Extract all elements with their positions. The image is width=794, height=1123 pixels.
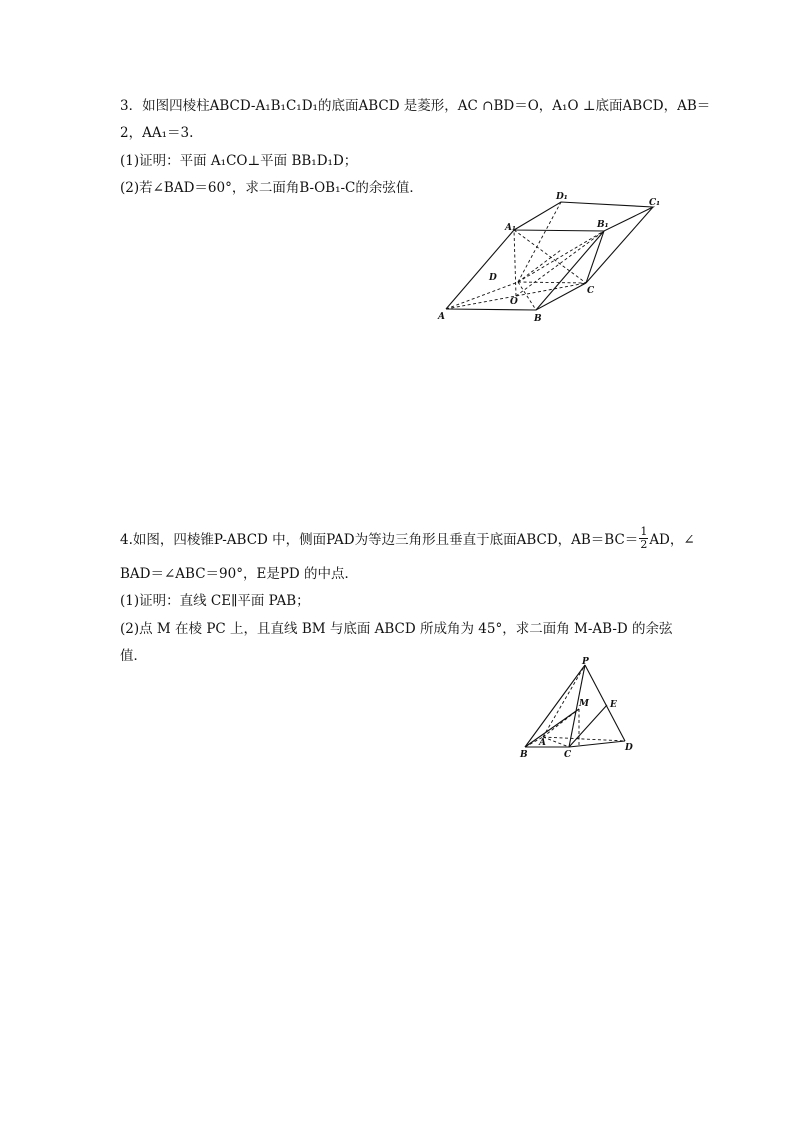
label-A: A [438,312,445,322]
problem4-fraction [639,526,648,551]
problem4-line1-a: 4.如图，四棱锥P-ABCD 中，侧面PAD为等边三角形且垂直于底面ABCD，AB＝BC＝ [120,532,639,548]
label-M: M [579,699,589,709]
problem4-part1: (1)证明：直线 CE∥平面 PAB； [120,593,310,609]
label-B: B [534,314,542,324]
problem3-part1: (1)证明：平面 A₁CO⊥平面 BB₁D₁D； [120,153,358,169]
label-C: C [564,750,572,760]
problem4-line1-b: AD，∠ [649,532,695,548]
problem4-pyramid-figure [515,655,645,763]
label-P: P [582,657,589,667]
problem3-prism-figure [436,190,666,325]
label-E: E [610,700,617,710]
problem3-part2: (2)若∠BAD＝60°，求二面角B-OB₁-C的余弦值． [120,180,423,196]
label-B1: B₁ [597,220,609,230]
label-D1: D₁ [556,192,568,202]
label-C: C [587,286,595,296]
label-O: O [510,297,518,307]
label-A1: A₁ [505,223,516,233]
fraction-denominator: 2 [640,538,648,551]
fraction-numerator: 1 [640,525,648,538]
problem3-statement-line2: 2，AA₁＝3. [120,125,194,141]
problem4-statement-line2: BAD＝∠ABC＝90°，E是PD 的中点． [120,566,359,582]
problem4-statement-line1 [120,525,695,553]
label-A: A [539,738,546,748]
problem3-statement-line1: 3．如图四棱柱ABCD-A₁B₁C₁D₁的底面ABCD 是菱形，AC ∩BD＝O，A₁O ⊥底面ABCD，AB＝ [120,98,711,114]
problem4-part2-line2: 值． [120,648,147,664]
label-C1: C₁ [649,198,661,208]
label-D: D [625,743,633,753]
label-D: D [489,273,497,283]
label-B: B [520,750,528,760]
problem4-part2-line1: (2)点 M 在棱 PC 上，且直线 BM 与底面 ABCD 所成角为 45°，求二面角 M-AB-D 的余弦 [120,621,673,637]
